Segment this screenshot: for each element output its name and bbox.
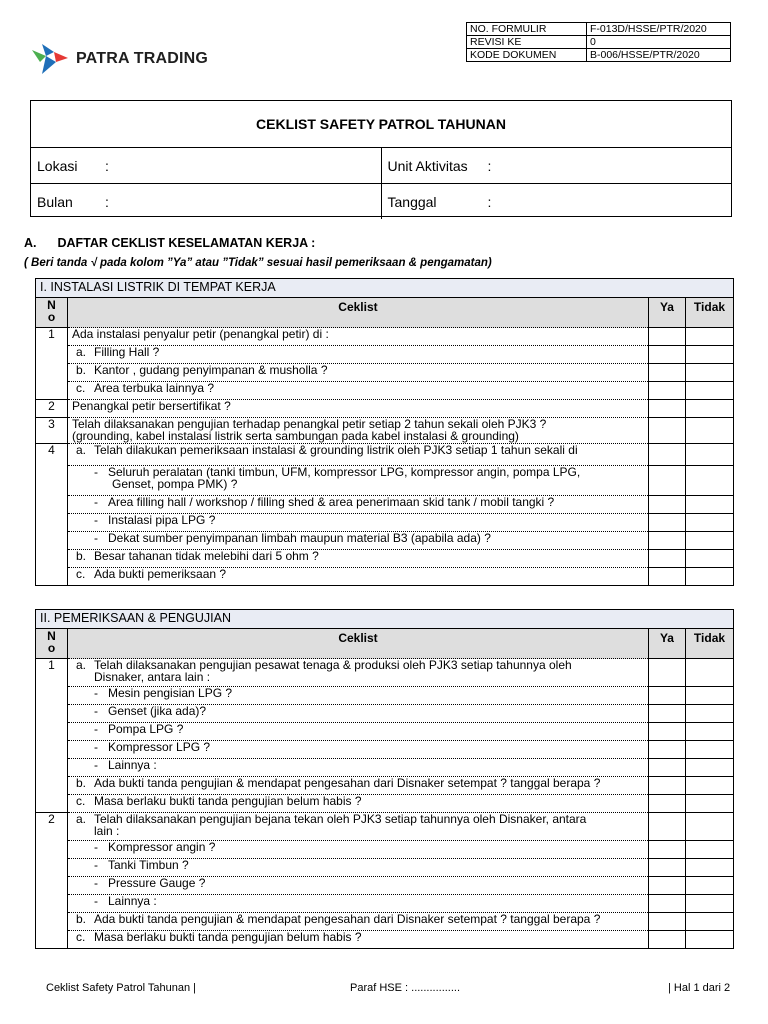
- dash-marker: -: [94, 531, 98, 545]
- section-title: II. PEMERIKSAAN & PENGUJIAN: [36, 610, 734, 629]
- doc-info-row: [467, 36, 731, 49]
- dash-marker: -: [94, 894, 98, 908]
- dash-item: [72, 531, 491, 545]
- tidak-checkbox-cell[interactable]: [685, 795, 733, 813]
- checklist-item: [68, 913, 649, 931]
- col-no-n: N: [47, 298, 56, 312]
- row-number: [36, 466, 68, 496]
- checklist-item: [68, 382, 649, 400]
- row-number: 2: [36, 813, 68, 841]
- footer-paraf: Paraf HSE : ................: [350, 982, 461, 994]
- item-text-cont: lain :: [94, 824, 120, 838]
- ya-checkbox-cell[interactable]: [648, 913, 685, 931]
- row-number: 1: [36, 659, 68, 687]
- ya-checkbox-cell[interactable]: [648, 328, 685, 346]
- dash-item: [72, 840, 215, 854]
- column-header-row: [36, 298, 734, 328]
- row-number: [36, 723, 68, 741]
- ya-checkbox-cell[interactable]: [648, 400, 685, 418]
- footer-left: Ceklist Safety Patrol Tahunan |: [46, 982, 197, 994]
- tidak-checkbox-cell[interactable]: [685, 568, 733, 586]
- row-number: [36, 687, 68, 705]
- row-number: [36, 550, 68, 568]
- table-row: [36, 741, 734, 759]
- dash-marker: -: [94, 840, 98, 854]
- item-text: Telah dilakukan pemeriksaan instalasi & grounding listrik oleh PJK3 setiap 1 tahun sekali di: [94, 443, 578, 457]
- patra-logo-icon: [30, 42, 70, 76]
- checklist-item: [68, 859, 649, 877]
- info-row: [31, 148, 731, 183]
- doc-info-value: F-013D/HSSE/PTR/2020: [587, 23, 731, 36]
- item-text: Masa berlaku bukti tanda pengujian belum habis ?: [94, 794, 362, 808]
- checklist-table-instalasi-listrik: [35, 278, 734, 586]
- ya-checkbox-cell[interactable]: [648, 813, 685, 841]
- ya-checkbox-cell[interactable]: [648, 550, 685, 568]
- dash-marker: -: [94, 876, 98, 890]
- col-ceklist-header: Ceklist: [68, 298, 649, 328]
- doc-info-label: KODE DOKUMEN: [467, 49, 587, 62]
- lettered-item: [72, 912, 600, 926]
- table-row: [36, 777, 734, 795]
- item-letter: a.: [76, 658, 87, 672]
- section-a-number: A.: [24, 236, 37, 250]
- table-row: [36, 859, 734, 877]
- ya-checkbox-cell[interactable]: [648, 895, 685, 913]
- checklist-item: [68, 444, 649, 466]
- item-text: Lainnya :: [108, 894, 157, 908]
- item-text: Filling Hall ?: [94, 345, 160, 359]
- tidak-checkbox-cell[interactable]: [685, 877, 733, 895]
- logo-text: PATRA TRADING: [76, 50, 209, 67]
- item-text: Mesin pengisian LPG ?: [108, 686, 233, 700]
- item-letter: a.: [76, 812, 87, 826]
- row-number: [36, 859, 68, 877]
- row-number: [36, 364, 68, 382]
- document-info-table: [466, 22, 731, 62]
- item-text: Pompa LPG ?: [108, 722, 184, 736]
- ya-checkbox-cell[interactable]: [648, 364, 685, 382]
- dash-item: [72, 758, 157, 772]
- row-number: [36, 532, 68, 550]
- table-row: [36, 795, 734, 813]
- checklist-item: [68, 687, 649, 705]
- table-row: [36, 723, 734, 741]
- lettered-item: [72, 930, 362, 944]
- tidak-checkbox-cell[interactable]: [685, 813, 733, 841]
- tidak-checkbox-cell[interactable]: [685, 759, 733, 777]
- item-text: Telah dilaksanakan pengujian terhadap penangkal petir setiap 2 tahun sekali oleh PJK3 ?: [72, 417, 547, 431]
- checklist-item: [68, 877, 649, 895]
- table-row: [36, 931, 734, 949]
- tidak-checkbox-cell[interactable]: [685, 418, 733, 444]
- dash-marker: -: [94, 495, 98, 509]
- section-title-row: [36, 610, 734, 629]
- col-ceklist-header: Ceklist: [68, 629, 649, 659]
- ya-checkbox-cell[interactable]: [648, 687, 685, 705]
- tidak-checkbox-cell[interactable]: [685, 777, 733, 795]
- table-row: [36, 687, 734, 705]
- ya-checkbox-cell[interactable]: [648, 841, 685, 859]
- ya-checkbox-cell[interactable]: [648, 777, 685, 795]
- col-tidak-header: Tidak: [685, 298, 733, 328]
- row-number: [36, 568, 68, 586]
- item-letter: b.: [76, 912, 87, 926]
- col-ya-header: Ya: [648, 298, 685, 328]
- col-no-o: o: [47, 310, 56, 324]
- col-no-n: N: [47, 629, 56, 643]
- colon: :: [487, 157, 492, 174]
- row-number: [36, 382, 68, 400]
- dash-marker: -: [94, 686, 98, 700]
- checklist-item: [68, 813, 649, 841]
- checklist-item: [68, 705, 649, 723]
- item-text: Instalasi pipa LPG ?: [108, 513, 216, 527]
- col-no-o: o: [47, 641, 56, 655]
- checklist-item: [68, 328, 649, 346]
- lettered-item: [72, 549, 319, 563]
- table-row: [36, 382, 734, 400]
- table-row: [36, 568, 734, 586]
- ya-checkbox-cell[interactable]: [648, 795, 685, 813]
- unit-aktivitas-field[interactable]: [381, 148, 732, 183]
- doc-info-value: B-006/HSSE/PTR/2020: [587, 49, 731, 62]
- section-a-title: DAFTAR CEKLIST KESELAMATAN KERJA :: [57, 236, 316, 250]
- item-letter: a.: [76, 443, 87, 457]
- item-text: Kompressor angin ?: [108, 840, 216, 854]
- item-text: Ada instalasi penyalur petir (penangkal petir) di :: [72, 327, 329, 341]
- ya-checkbox-cell[interactable]: [648, 444, 685, 466]
- tidak-checkbox-cell[interactable]: [685, 741, 733, 759]
- item-text: Ada bukti tanda pengujian & mendapat pengesahan dari Disnaker setempat ? tanggal berapa ?: [94, 912, 601, 926]
- tidak-checkbox-cell[interactable]: [685, 532, 733, 550]
- table-row: [36, 346, 734, 364]
- ya-checkbox-cell[interactable]: [648, 532, 685, 550]
- colon: :: [487, 193, 492, 210]
- column-header-row: [36, 629, 734, 659]
- tidak-checkbox-cell[interactable]: [685, 859, 733, 877]
- item-text: Ada bukti pemeriksaan ?: [94, 567, 227, 581]
- row-number: 1: [36, 328, 68, 346]
- table-row: [36, 444, 734, 466]
- item-text-cont: Genset, pompa PMK) ?: [112, 477, 238, 491]
- tidak-checkbox-cell[interactable]: [685, 895, 733, 913]
- checklist-item: [68, 514, 649, 532]
- row-number: [36, 877, 68, 895]
- section-title: I. INSTALASI LISTRIK DI TEMPAT KERJA: [36, 279, 734, 298]
- item-letter: c.: [76, 930, 86, 944]
- lokasi-label: Lokasi: [37, 157, 78, 174]
- row-number: [36, 514, 68, 532]
- bulan-label: Bulan: [37, 193, 73, 210]
- row-number: [36, 741, 68, 759]
- table-row: [36, 913, 734, 931]
- checklist-item: [68, 418, 649, 444]
- checklist-item: [68, 841, 649, 859]
- ya-checkbox-cell[interactable]: [648, 568, 685, 586]
- table-row: [36, 400, 734, 418]
- bulan-field[interactable]: [31, 184, 381, 219]
- item-text: Dekat sumber penyimpanan limbah maupun material B3 (apabila ada) ?: [108, 531, 491, 545]
- item-text: Ada bukti tanda pengujian & mendapat pengesahan dari Disnaker setempat ? tanggal berapa ?: [94, 776, 601, 790]
- table-row: [36, 466, 734, 496]
- table-row: [36, 328, 734, 346]
- row-number: [36, 777, 68, 795]
- checklist-item: [68, 364, 649, 382]
- doc-info-label: NO. FORMULIR: [467, 23, 587, 36]
- dash-item: [72, 858, 189, 872]
- table-row: [36, 877, 734, 895]
- col-tidak-header: Tidak: [685, 629, 733, 659]
- lettered-item: [72, 345, 159, 359]
- footer-page: | Hal 1 dari 2: [668, 982, 731, 994]
- table-row: [36, 895, 734, 913]
- ya-checkbox-cell[interactable]: [648, 514, 685, 532]
- checklist-item: [68, 659, 649, 687]
- ya-checkbox-cell[interactable]: [648, 741, 685, 759]
- row-number: [36, 913, 68, 931]
- row-number: [36, 346, 68, 364]
- checklist-item: [68, 795, 649, 813]
- dash-marker: -: [94, 465, 98, 479]
- dash-marker: -: [94, 513, 98, 527]
- form-header-box: [30, 100, 732, 217]
- item-text: Seluruh peralatan (tanki timbun, UFM, kompressor LPG, kompressor angin, pompa LPG,: [108, 465, 581, 479]
- ya-checkbox-cell[interactable]: [648, 418, 685, 444]
- row-number: [36, 895, 68, 913]
- item-text: Kompressor LPG ?: [108, 740, 211, 754]
- dash-item: [72, 686, 232, 700]
- table-row: [36, 759, 734, 777]
- checklist-item: [68, 931, 649, 949]
- tidak-checkbox-cell[interactable]: [685, 705, 733, 723]
- item-text: Genset (jika ada)?: [108, 704, 207, 718]
- item-text: Pressure Gauge ?: [108, 876, 206, 890]
- item-text: Area terbuka lainnya ?: [94, 381, 215, 395]
- row-number: [36, 795, 68, 813]
- table-row: [36, 532, 734, 550]
- tidak-checkbox-cell[interactable]: [685, 346, 733, 364]
- doc-info-row: [467, 49, 731, 62]
- checklist-item: [68, 759, 649, 777]
- colon: :: [105, 157, 109, 174]
- tidak-checkbox-cell[interactable]: [685, 466, 733, 496]
- col-no-header: [36, 298, 68, 328]
- ya-checkbox-cell[interactable]: [648, 931, 685, 949]
- tidak-checkbox-cell[interactable]: [685, 364, 733, 382]
- doc-info-row: [467, 23, 731, 36]
- col-ya-header: Ya: [648, 629, 685, 659]
- table-row: [36, 364, 734, 382]
- dash-marker: -: [94, 704, 98, 718]
- lettered-item: [72, 443, 578, 457]
- dash-marker: -: [94, 740, 98, 754]
- row-number: [36, 759, 68, 777]
- item-letter: c.: [76, 381, 86, 395]
- ya-checkbox-cell[interactable]: [648, 346, 685, 364]
- ya-checkbox-cell[interactable]: [648, 659, 685, 687]
- lokasi-field[interactable]: [31, 148, 381, 183]
- lettered-item: [72, 381, 214, 395]
- checklist-item: [68, 532, 649, 550]
- instruction-text: ( Beri tanda √ pada kolom ”Ya” atau ”Tidak” sesuai hasil pemeriksaan & pengamatan): [24, 257, 492, 269]
- row-number: 2: [36, 400, 68, 418]
- checklist-item: [68, 723, 649, 741]
- dash-item: [72, 722, 183, 736]
- dash-marker: -: [94, 858, 98, 872]
- row-number: 3: [36, 418, 68, 444]
- ya-checkbox-cell[interactable]: [648, 496, 685, 514]
- item-letter: b.: [76, 776, 87, 790]
- item-text-cont: (grounding, kabel instalasi listrik serta sambungan pada kabel instalasi & grounding): [72, 429, 519, 443]
- checklist-item: [68, 496, 649, 514]
- tidak-checkbox-cell[interactable]: [685, 913, 733, 931]
- tanggal-field[interactable]: [381, 184, 732, 219]
- lettered-item: [72, 812, 586, 826]
- doc-info-value: 0: [587, 36, 731, 49]
- tidak-checkbox-cell[interactable]: [685, 841, 733, 859]
- tidak-checkbox-cell[interactable]: [685, 687, 733, 705]
- table-row: [36, 514, 734, 532]
- dash-item: [72, 704, 206, 718]
- checklist-item: [68, 741, 649, 759]
- colon: :: [105, 193, 109, 210]
- ya-checkbox-cell[interactable]: [648, 859, 685, 877]
- tanggal-label: Tanggal: [387, 193, 437, 210]
- lettered-item: [72, 363, 328, 377]
- company-logo: [30, 42, 208, 76]
- ya-checkbox-cell[interactable]: [648, 759, 685, 777]
- tidak-checkbox-cell[interactable]: [685, 382, 733, 400]
- info-row: [31, 183, 731, 219]
- dash-item: [72, 894, 157, 908]
- item-text: Telah dilaksanakan pengujian pesawat tenaga & produksi oleh PJK3 setiap tahunnya oleh: [94, 658, 572, 672]
- ya-checkbox-cell[interactable]: [648, 382, 685, 400]
- dash-marker: -: [94, 722, 98, 736]
- row-number: 4: [36, 444, 68, 466]
- row-number: [36, 841, 68, 859]
- lettered-item: [72, 776, 600, 790]
- checklist-item: [68, 568, 649, 586]
- checklist-item: [68, 346, 649, 364]
- table-row: [36, 659, 734, 687]
- item-letter: c.: [76, 794, 86, 808]
- table-row: [36, 496, 734, 514]
- lettered-item: [72, 567, 226, 581]
- dash-item: [72, 876, 205, 890]
- item-letter: b.: [76, 549, 87, 563]
- ya-checkbox-cell[interactable]: [648, 705, 685, 723]
- ya-checkbox-cell[interactable]: [648, 877, 685, 895]
- checklist-item: [68, 400, 649, 418]
- tidak-checkbox-cell[interactable]: [685, 723, 733, 741]
- unit-label: Unit Aktivitas: [387, 157, 468, 174]
- lettered-item: [72, 794, 362, 808]
- tidak-checkbox-cell[interactable]: [685, 328, 733, 346]
- table-row: [36, 550, 734, 568]
- item-letter: c.: [76, 567, 86, 581]
- item-letter: b.: [76, 363, 87, 377]
- dash-marker: -: [94, 758, 98, 772]
- item-text: Penangkal petir bersertifikat ?: [72, 399, 231, 413]
- col-no-header: [36, 629, 68, 659]
- table-row: [36, 841, 734, 859]
- tidak-checkbox-cell[interactable]: [685, 659, 733, 687]
- item-text: Lainnya :: [108, 758, 157, 772]
- item-text: Telah dilaksanakan pengujian bejana tekan oleh PJK3 setiap tahunnya oleh Disnaker, antara: [94, 812, 587, 826]
- table-row: [36, 418, 734, 444]
- tidak-checkbox-cell[interactable]: [685, 931, 733, 949]
- item-text: Area filling hall / workshop / filling shed & area penerimaan skid tank / mobil tangki ?: [108, 495, 555, 509]
- item-letter: a.: [76, 345, 87, 359]
- table-row: [36, 705, 734, 723]
- row-number: [36, 496, 68, 514]
- item-text: Kantor , gudang penyimpanan & musholla ?: [94, 363, 328, 377]
- item-text-cont: Disnaker, antara lain :: [94, 670, 211, 684]
- tidak-checkbox-cell[interactable]: [685, 400, 733, 418]
- row-number: [36, 705, 68, 723]
- tidak-checkbox-cell[interactable]: [685, 514, 733, 532]
- section-a-heading: [24, 236, 315, 250]
- item-text: Besar tahanan tidak melebihi dari 5 ohm ?: [94, 549, 319, 563]
- ya-checkbox-cell[interactable]: [648, 466, 685, 496]
- ya-checkbox-cell[interactable]: [648, 723, 685, 741]
- item-text: Tanki Timbun ?: [108, 858, 189, 872]
- checklist-item: [68, 777, 649, 795]
- tidak-checkbox-cell[interactable]: [685, 550, 733, 568]
- checklist-item: [68, 895, 649, 913]
- section-title-row: [36, 279, 734, 298]
- table-row: [36, 813, 734, 841]
- tidak-checkbox-cell[interactable]: [685, 444, 733, 466]
- dash-item: [72, 513, 215, 527]
- tidak-checkbox-cell[interactable]: [685, 496, 733, 514]
- row-number: [36, 931, 68, 949]
- checklist-item: [68, 466, 649, 496]
- checklist-item: [68, 550, 649, 568]
- item-text: Masa berlaku bukti tanda pengujian belum habis ?: [94, 930, 362, 944]
- form-title: CEKLIST SAFETY PATROL TAHUNAN: [31, 101, 731, 148]
- dash-item: [72, 740, 210, 754]
- dash-item: [72, 495, 554, 509]
- checklist-table-pemeriksaan-pengujian: [35, 609, 734, 949]
- doc-info-label: REVISI KE: [467, 36, 587, 49]
